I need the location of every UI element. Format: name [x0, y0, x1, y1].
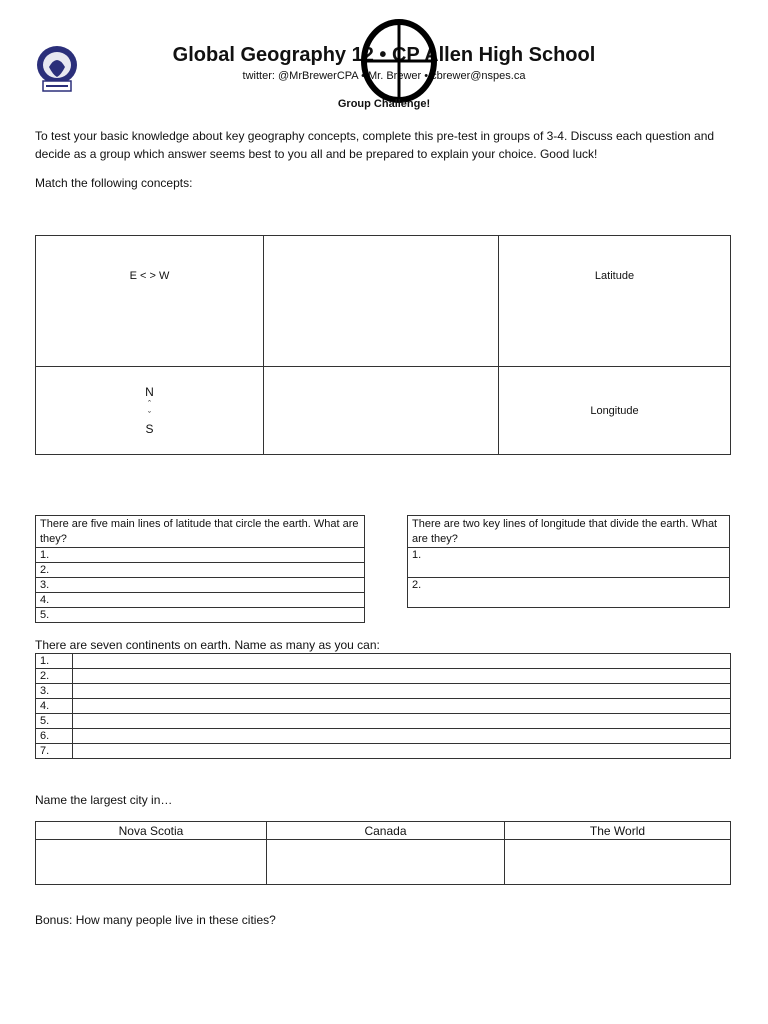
- concept-latitude: Latitude: [594, 270, 635, 282]
- continent-number: 1.: [36, 654, 73, 669]
- longitude-answer-2[interactable]: 2.: [408, 578, 730, 608]
- group-challenge-heading: Group Challenge!: [337, 98, 431, 110]
- up-arrow-icon: ˆ: [148, 398, 151, 409]
- ns-symbol-cell: [36, 367, 264, 455]
- continent-answer[interactable]: [73, 669, 731, 684]
- latitude-answer-2[interactable]: 2.: [36, 563, 365, 578]
- ew-symbol-cell: [36, 236, 264, 367]
- north-label: N: [145, 384, 154, 399]
- concept-cell: [499, 367, 731, 455]
- canada-answer[interactable]: [267, 840, 505, 885]
- continent-answer[interactable]: [73, 684, 731, 699]
- largest-city-table: [35, 821, 731, 885]
- longitude-question: There are two key lines of longitude that divide the earth. What are they?: [408, 516, 730, 548]
- match-answer-cell[interactable]: [264, 367, 499, 455]
- continent-number: 3.: [36, 684, 73, 699]
- continents-table: [35, 653, 731, 759]
- longitude-answer-1[interactable]: 1.: [408, 548, 730, 578]
- world-answer[interactable]: [505, 840, 731, 885]
- continent-number: 4.: [36, 699, 73, 714]
- concept-cell: [499, 236, 731, 367]
- match-table: [35, 235, 731, 455]
- continent-number: 6.: [36, 729, 73, 744]
- down-arrow-icon: ˇ: [148, 409, 151, 420]
- longitude-lines-table: [407, 515, 730, 608]
- ew-symbol: E < > W: [129, 270, 170, 282]
- match-row: [36, 236, 731, 367]
- continent-number: 5.: [36, 714, 73, 729]
- city-prompt: Name the largest city in…: [35, 793, 173, 807]
- latitude-answer-1[interactable]: 1.: [36, 548, 365, 563]
- match-answer-cell[interactable]: [264, 236, 499, 367]
- intro-paragraph: To test your basic knowledge about key geography concepts, complete this pre-test in groups of 3-4. Discuss each question and decide as a group which answer seems best to you all and be prepared to explain your choice. Good luck!: [35, 129, 715, 161]
- match-row: [36, 367, 731, 455]
- match-prompt: Match the following concepts:: [35, 176, 193, 190]
- south-label: S: [145, 421, 154, 436]
- latitude-answer-4[interactable]: 4.: [36, 593, 365, 608]
- column-world: The World: [505, 822, 731, 840]
- continent-number: 2.: [36, 669, 73, 684]
- continent-answer[interactable]: [73, 744, 731, 759]
- continent-answer[interactable]: [73, 714, 731, 729]
- latitude-lines-table: [35, 515, 365, 623]
- latitude-answer-5[interactable]: 5.: [36, 608, 365, 623]
- continent-number: 7.: [36, 744, 73, 759]
- nova-scotia-answer[interactable]: [36, 840, 267, 885]
- page-title: Global Geography 12 • CP Allen High School: [172, 44, 596, 66]
- latitude-answer-3[interactable]: 3.: [36, 578, 365, 593]
- crosshair-icon: [361, 18, 437, 104]
- concept-longitude: Longitude: [590, 404, 639, 417]
- column-canada: Canada: [267, 822, 505, 840]
- bonus-question: Bonus: How many people live in these cities?: [35, 913, 276, 927]
- continent-answer[interactable]: [73, 654, 731, 669]
- contact-line: twitter: @MrBrewerCPA • Mr. Brewer • cbrewer@nspes.ca: [242, 70, 526, 82]
- continent-answer[interactable]: [73, 699, 731, 714]
- continents-prompt: There are seven continents on earth. Name as many as you can:: [35, 638, 380, 652]
- column-nova-scotia: Nova Scotia: [36, 822, 267, 840]
- continent-answer[interactable]: [73, 729, 731, 744]
- latitude-question: There are five main lines of latitude that circle the earth. What are they?: [36, 516, 365, 548]
